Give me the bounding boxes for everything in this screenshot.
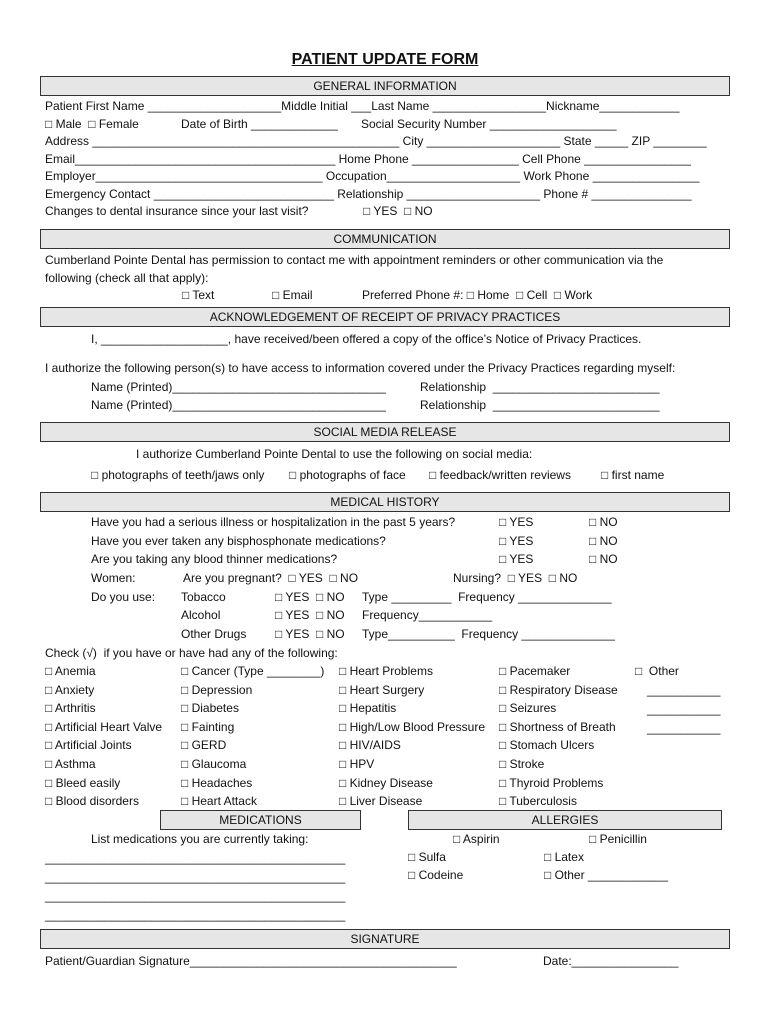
condition-checkbox[interactable]: □ Artificial Joints xyxy=(45,738,132,753)
authorized-relationship-1[interactable]: Relationship _________________________ xyxy=(420,380,660,394)
condition-checkbox[interactable]: □ HIV/AIDS xyxy=(339,738,401,753)
bisphosphonate-no-checkbox[interactable]: □ NO xyxy=(589,534,618,548)
employer-row[interactable]: Employer__________________________________ Occupation____________________ Work Phone ________________ xyxy=(45,169,700,183)
condition-checkbox[interactable]: □ Anxiety xyxy=(45,682,95,697)
communication-consent-line2: following (check all that apply): xyxy=(45,271,209,285)
address-row[interactable]: Address ______________________________________________ City ____________________ State _____ ZIP ________ xyxy=(45,134,707,148)
medication-line[interactable]: _____________________________________________ xyxy=(45,870,346,884)
alcohol-yes-no[interactable]: □ YES □ NO xyxy=(275,608,345,622)
insurance-change-checkboxes[interactable]: □ YES □ NO xyxy=(363,204,433,218)
section-medications-header: MEDICATIONS xyxy=(160,810,361,830)
illness-question: Have you had a serious illness or hospitalization in the past 5 years? xyxy=(91,515,456,529)
other-condition-checkbox[interactable]: □ Other xyxy=(635,664,679,678)
preferred-phone-checkboxes[interactable]: Preferred Phone #: □ Home □ Cell □ Work xyxy=(362,288,593,302)
social-face-photos-checkbox[interactable]: □ photographs of face xyxy=(289,468,406,482)
condition-checkbox[interactable]: □ Tuberculosis xyxy=(499,794,577,809)
condition-checkbox[interactable]: □ Heart Problems xyxy=(339,664,433,678)
section-social-media-header: SOCIAL MEDIA RELEASE xyxy=(40,422,730,442)
condition-checkbox[interactable]: □ Hepatitis xyxy=(339,701,397,716)
alcohol-detail[interactable]: Frequency___________ xyxy=(362,608,493,622)
illness-yes-checkbox[interactable]: □ YES xyxy=(499,515,534,529)
other-condition-line[interactable]: ___________ xyxy=(647,721,721,735)
privacy-authorize-line: I authorize the following person(s) to have access to information covered under the Privacy Practices regarding myself: xyxy=(45,361,676,375)
condition-checkbox[interactable]: □ Stomach Ulcers xyxy=(499,738,595,753)
insurance-change-question: Changes to dental insurance since your last visit? xyxy=(45,204,309,218)
condition-checkbox[interactable]: □ GERD xyxy=(181,738,227,753)
section-medical-history-header: MEDICAL HISTORY xyxy=(40,492,730,512)
emergency-contact-row[interactable]: Emergency Contact ___________________________ Relationship ____________________ Phone # _______________ xyxy=(45,187,692,201)
other-drugs-yes-no[interactable]: □ YES □ NO xyxy=(275,627,345,641)
condition-checkbox[interactable]: □ Glaucoma xyxy=(181,757,247,771)
blood-thinner-question: Are you taking any blood thinner medications? xyxy=(91,552,338,566)
social-teeth-photos-checkbox[interactable]: □ photographs of teeth/jaws only xyxy=(91,468,265,482)
condition-checkbox[interactable]: □ Shortness of Breath xyxy=(499,719,616,734)
condition-checkbox[interactable]: □ Cancer (Type ________) xyxy=(181,664,325,678)
conditions-intro: Check (√) if you have or have had any of the following: xyxy=(45,646,338,660)
text-checkbox[interactable]: □ Text xyxy=(182,288,215,302)
condition-checkbox[interactable]: □ Respiratory Disease xyxy=(499,682,618,697)
condition-checkbox[interactable]: □ Blood disorders xyxy=(45,794,139,809)
section-general-header: GENERAL INFORMATION xyxy=(40,76,730,96)
penicillin-checkbox[interactable]: □ Penicillin xyxy=(589,832,647,846)
women-label: Women: xyxy=(91,571,136,585)
social-media-authorize-line: I authorize Cumberland Pointe Dental to use the following on social media: xyxy=(136,447,533,461)
latex-checkbox[interactable]: □ Latex xyxy=(544,850,584,864)
condition-checkbox[interactable]: □ Kidney Disease xyxy=(339,775,433,790)
illness-no-checkbox[interactable]: □ NO xyxy=(589,515,618,529)
condition-checkbox[interactable]: □ High/Low Blood Pressure xyxy=(339,719,485,734)
condition-checkbox[interactable]: □ Artificial Heart Valve xyxy=(45,719,163,734)
pregnant-question[interactable]: Are you pregnant? □ YES □ NO xyxy=(183,571,359,585)
medication-line[interactable]: _____________________________________________ xyxy=(45,889,346,903)
signature-date-field[interactable]: Date:________________ xyxy=(543,954,679,968)
do-you-use-label: Do you use: xyxy=(91,590,156,604)
condition-checkbox[interactable]: □ Anemia xyxy=(45,664,96,678)
privacy-receipt-line[interactable]: I, ___________________, have received/been offered a copy of the office’s Notice of Privacy Practices. xyxy=(91,332,642,346)
condition-checkbox[interactable]: □ Arthritis xyxy=(45,701,96,716)
medication-line[interactable]: _____________________________________________ xyxy=(45,851,346,865)
blood-thinner-no-checkbox[interactable]: □ NO xyxy=(589,552,618,566)
email-checkbox[interactable]: □ Email xyxy=(272,288,313,302)
nursing-question[interactable]: Nursing? □ YES □ NO xyxy=(453,571,578,585)
condition-checkbox[interactable]: □ Diabetes xyxy=(181,701,239,716)
other-drugs-label: Other Drugs xyxy=(181,627,247,641)
condition-checkbox[interactable]: □ Fainting xyxy=(181,719,235,734)
medications-intro: List medications you are currently taking: xyxy=(91,832,309,846)
social-reviews-checkbox[interactable]: □ feedback/written reviews xyxy=(429,468,571,482)
medication-line[interactable]: _____________________________________________ xyxy=(45,908,346,922)
condition-checkbox[interactable]: □ HPV xyxy=(339,757,375,771)
dob-field[interactable]: Date of Birth _____________ xyxy=(181,117,338,131)
condition-checkbox[interactable]: □ Thyroid Problems xyxy=(499,775,604,790)
aspirin-checkbox[interactable]: □ Aspirin xyxy=(453,832,500,846)
blood-thinner-yes-checkbox[interactable]: □ YES xyxy=(499,552,534,566)
section-allergies-header: ALLERGIES xyxy=(408,810,722,830)
codeine-checkbox[interactable]: □ Codeine xyxy=(408,868,464,882)
condition-checkbox[interactable]: □ Headaches xyxy=(181,775,253,790)
section-signature-header: SIGNATURE xyxy=(40,929,730,949)
condition-checkbox[interactable]: □ Seizures xyxy=(499,701,557,716)
form-title: PATIENT UPDATE FORM xyxy=(291,51,479,68)
condition-checkbox[interactable]: □ Stroke xyxy=(499,757,545,771)
gender-checkboxes[interactable]: □ Male □ Female xyxy=(45,117,139,131)
condition-checkbox[interactable]: □ Heart Attack xyxy=(181,794,257,809)
email-row[interactable]: Email_______________________________________ Home Phone ________________ Cell Phone ________________ xyxy=(45,152,691,166)
ssn-field[interactable]: Social Security Number ___________________ xyxy=(361,117,617,131)
tobacco-label: Tobacco xyxy=(181,590,226,604)
other-condition-line[interactable]: ___________ xyxy=(647,702,721,716)
authorized-relationship-2[interactable]: Relationship _________________________ xyxy=(420,398,660,412)
condition-checkbox[interactable]: □ Pacemaker xyxy=(499,664,571,678)
tobacco-detail[interactable]: Type _________ Frequency ______________ xyxy=(362,590,612,604)
other-allergy-checkbox[interactable]: □ Other ____________ xyxy=(544,868,669,882)
general-name-row[interactable]: Patient First Name ____________________Middle Initial ___Last Name _________________Nickname____________ xyxy=(45,99,680,113)
other-drugs-detail[interactable]: Type__________ Frequency ______________ xyxy=(362,627,615,641)
section-communication-header: COMMUNICATION xyxy=(40,229,730,249)
tobacco-yes-no[interactable]: □ YES □ NO xyxy=(275,590,345,604)
condition-checkbox[interactable]: □ Depression xyxy=(181,682,253,697)
sulfa-checkbox[interactable]: □ Sulfa xyxy=(408,850,446,864)
section-acknowledgement-header: ACKNOWLEDGEMENT OF RECEIPT OF PRIVACY PRACTICES xyxy=(40,307,730,327)
social-first-name-checkbox[interactable]: □ first name xyxy=(601,468,665,482)
bisphosphonate-yes-checkbox[interactable]: □ YES xyxy=(499,534,534,548)
condition-checkbox[interactable]: □ Heart Surgery xyxy=(339,682,425,697)
condition-checkbox[interactable]: □ Bleed easily xyxy=(45,775,121,790)
condition-checkbox[interactable]: □ Liver Disease xyxy=(339,794,423,809)
authorized-name-2[interactable]: Name (Printed)________________________________ xyxy=(91,398,386,412)
other-condition-line[interactable]: ___________ xyxy=(647,683,721,697)
patient-signature-field[interactable]: Patient/Guardian Signature________________________________________ xyxy=(45,954,457,968)
alcohol-label: Alcohol xyxy=(181,608,221,622)
communication-consent-line1: Cumberland Pointe Dental has permission to contact me with appointment reminders or other communication via the xyxy=(45,253,664,267)
condition-checkbox[interactable]: □ Asthma xyxy=(45,757,96,771)
authorized-name-1[interactable]: Name (Printed)________________________________ xyxy=(91,380,386,394)
bisphosphonate-question: Have you ever taken any bisphosphonate medications? xyxy=(91,534,386,548)
